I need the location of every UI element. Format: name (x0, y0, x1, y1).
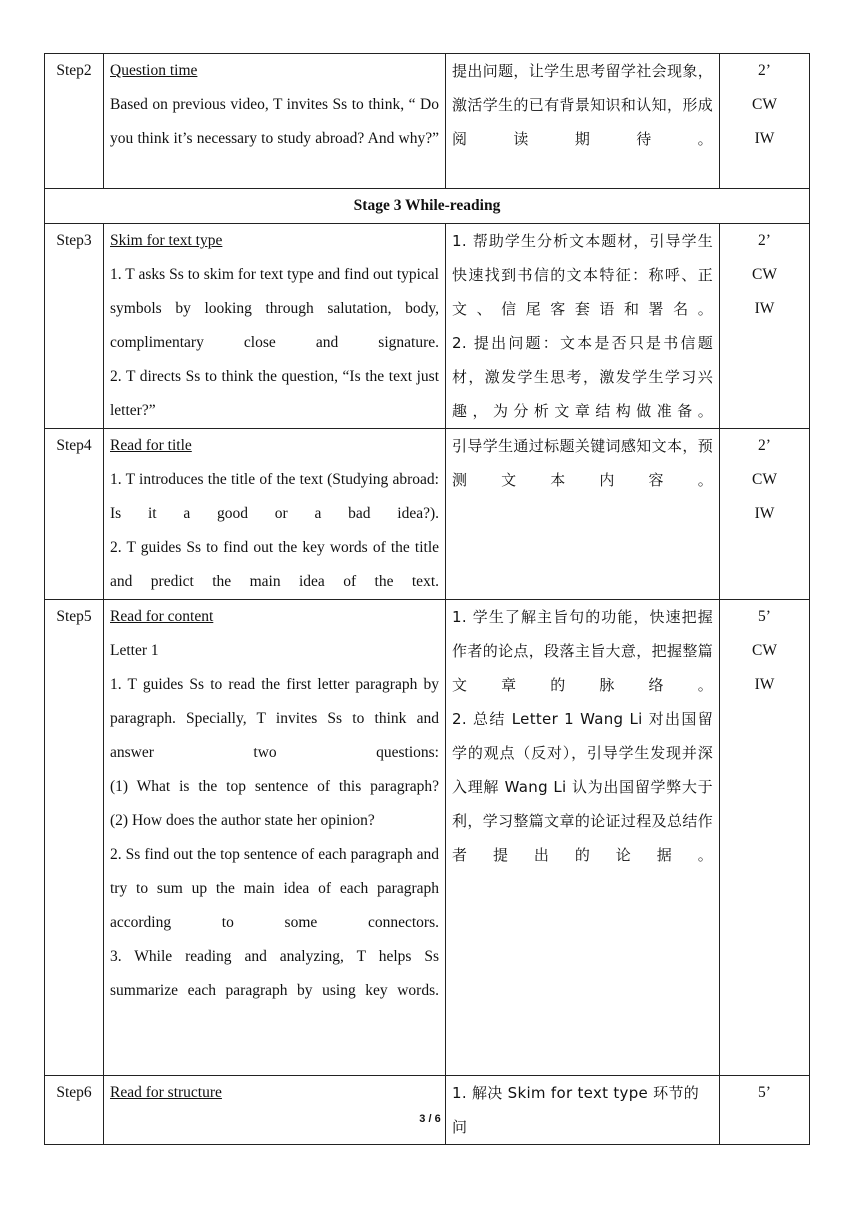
activity-cell (104, 224, 446, 429)
activity-subtitle: Letter 1 (110, 642, 159, 659)
stage-heading: Stage 3 While-reading (45, 189, 810, 224)
purpose-cell (446, 224, 720, 429)
time-cell (720, 1076, 810, 1145)
purpose-cell (446, 1076, 720, 1145)
activity-title: Read for content (110, 608, 214, 625)
time-minutes: 2’ (758, 232, 771, 249)
activity-text: 1. T introduces the title of the text (Studying abroad: Is it a good or a bad idea?). (110, 471, 439, 522)
activity-cell (104, 429, 446, 600)
activity-cell (104, 600, 446, 1076)
time-cell (720, 429, 810, 600)
time-cell (720, 224, 810, 429)
step-label: Step5 (45, 600, 104, 1076)
lesson-plan-table (44, 53, 810, 1145)
purpose-text: 2. 总结 Letter 1 Wang Li 对出国留学的观点（反对），引导学生发现并深入理解 Wang Li 认为出国留学弊大于利，学习整篇文章的论证过程及总结作者提出的论据。 (452, 710, 713, 864)
mode-iw: IW (754, 130, 775, 147)
mode-cw: CW (752, 266, 777, 283)
step-label: Step2 (45, 54, 104, 189)
activity-text: (1) What is the top sentence of this paragraph? (110, 778, 439, 795)
mode-iw: IW (754, 676, 775, 693)
activity-cell (104, 54, 446, 189)
page-number: 3 / 6 (419, 1113, 441, 1125)
activity-title: Question time (110, 62, 198, 79)
activity-title: Skim for text type (110, 232, 223, 249)
mode-cw: CW (752, 471, 777, 488)
purpose-text: 1. 解决 Skim for text type 环节的问 (452, 1084, 700, 1136)
purpose-text: 引导学生通过标题关键词感知文本，预测文本内容。 (452, 437, 713, 489)
time-minutes: 5’ (758, 608, 771, 625)
activity-text: 1. T guides Ss to read the first letter paragraph by paragraph. Specially, T invites Ss to think and answer two questions: (110, 676, 439, 761)
mode-cw: CW (752, 642, 777, 659)
activity-text: 3. While reading and analyzing, T helps Ss summarize each paragraph by using key words. (110, 948, 439, 999)
activity-cell (104, 1076, 446, 1145)
activity-text: Based on previous video, T invites Ss to think, “ Do you think it’s necessary to study abroad? And why?” (110, 96, 439, 147)
stage-row (45, 189, 810, 224)
table-row (45, 429, 810, 600)
mode-iw: IW (754, 300, 775, 317)
purpose-text: 1. 帮助学生分析文本题材，引导学生快速找到书信的文本特征：称呼、正文、信尾客套语和署名。 (452, 232, 713, 318)
table-row (45, 600, 810, 1076)
activity-title: Read for structure (110, 1084, 222, 1101)
time-minutes: 2’ (758, 437, 771, 454)
activity-text: 2. T directs Ss to think the question, “Is the text just letter?” (110, 368, 439, 419)
table-row (45, 54, 810, 189)
purpose-text: 提出问题，让学生思考留学社会现象，激活学生的已有背景知识和认知，形成阅读期待。 (452, 62, 713, 148)
activity-text: 1. T asks Ss to skim for text type and find out typical symbols by looking through salutation, body, complimentary close and signature. (110, 266, 439, 351)
time-minutes: 5’ (758, 1084, 771, 1101)
purpose-text: 2. 提出问题：文本是否只是书信题材，激发学生思考，激发学生学习兴趣，为分析文章结构做准备。 (452, 334, 713, 420)
table-row (45, 224, 810, 429)
step-label: Step4 (45, 429, 104, 600)
purpose-text: 1. 学生了解主旨句的功能，快速把握作者的论点，段落主旨大意，把握整篇文章的脉络。 (452, 608, 713, 694)
activity-text: 2. T guides Ss to find out the key words of the title and predict the main idea of the text. (110, 539, 439, 590)
time-cell (720, 54, 810, 189)
activity-text: (2) How does the author state her opinion? (110, 812, 375, 829)
time-cell (720, 600, 810, 1076)
purpose-cell (446, 54, 720, 189)
step-label: Step3 (45, 224, 104, 429)
purpose-cell (446, 600, 720, 1076)
purpose-cell (446, 429, 720, 600)
activity-text: 2. Ss find out the top sentence of each paragraph and try to sum up the main idea of each paragraph according to some connectors. (110, 846, 439, 931)
step-label: Step6 (45, 1076, 104, 1145)
table-row (45, 1076, 810, 1145)
activity-title: Read for title (110, 437, 192, 454)
mode-iw: IW (754, 505, 775, 522)
mode-cw: CW (752, 96, 777, 113)
time-minutes: 2’ (758, 62, 771, 79)
